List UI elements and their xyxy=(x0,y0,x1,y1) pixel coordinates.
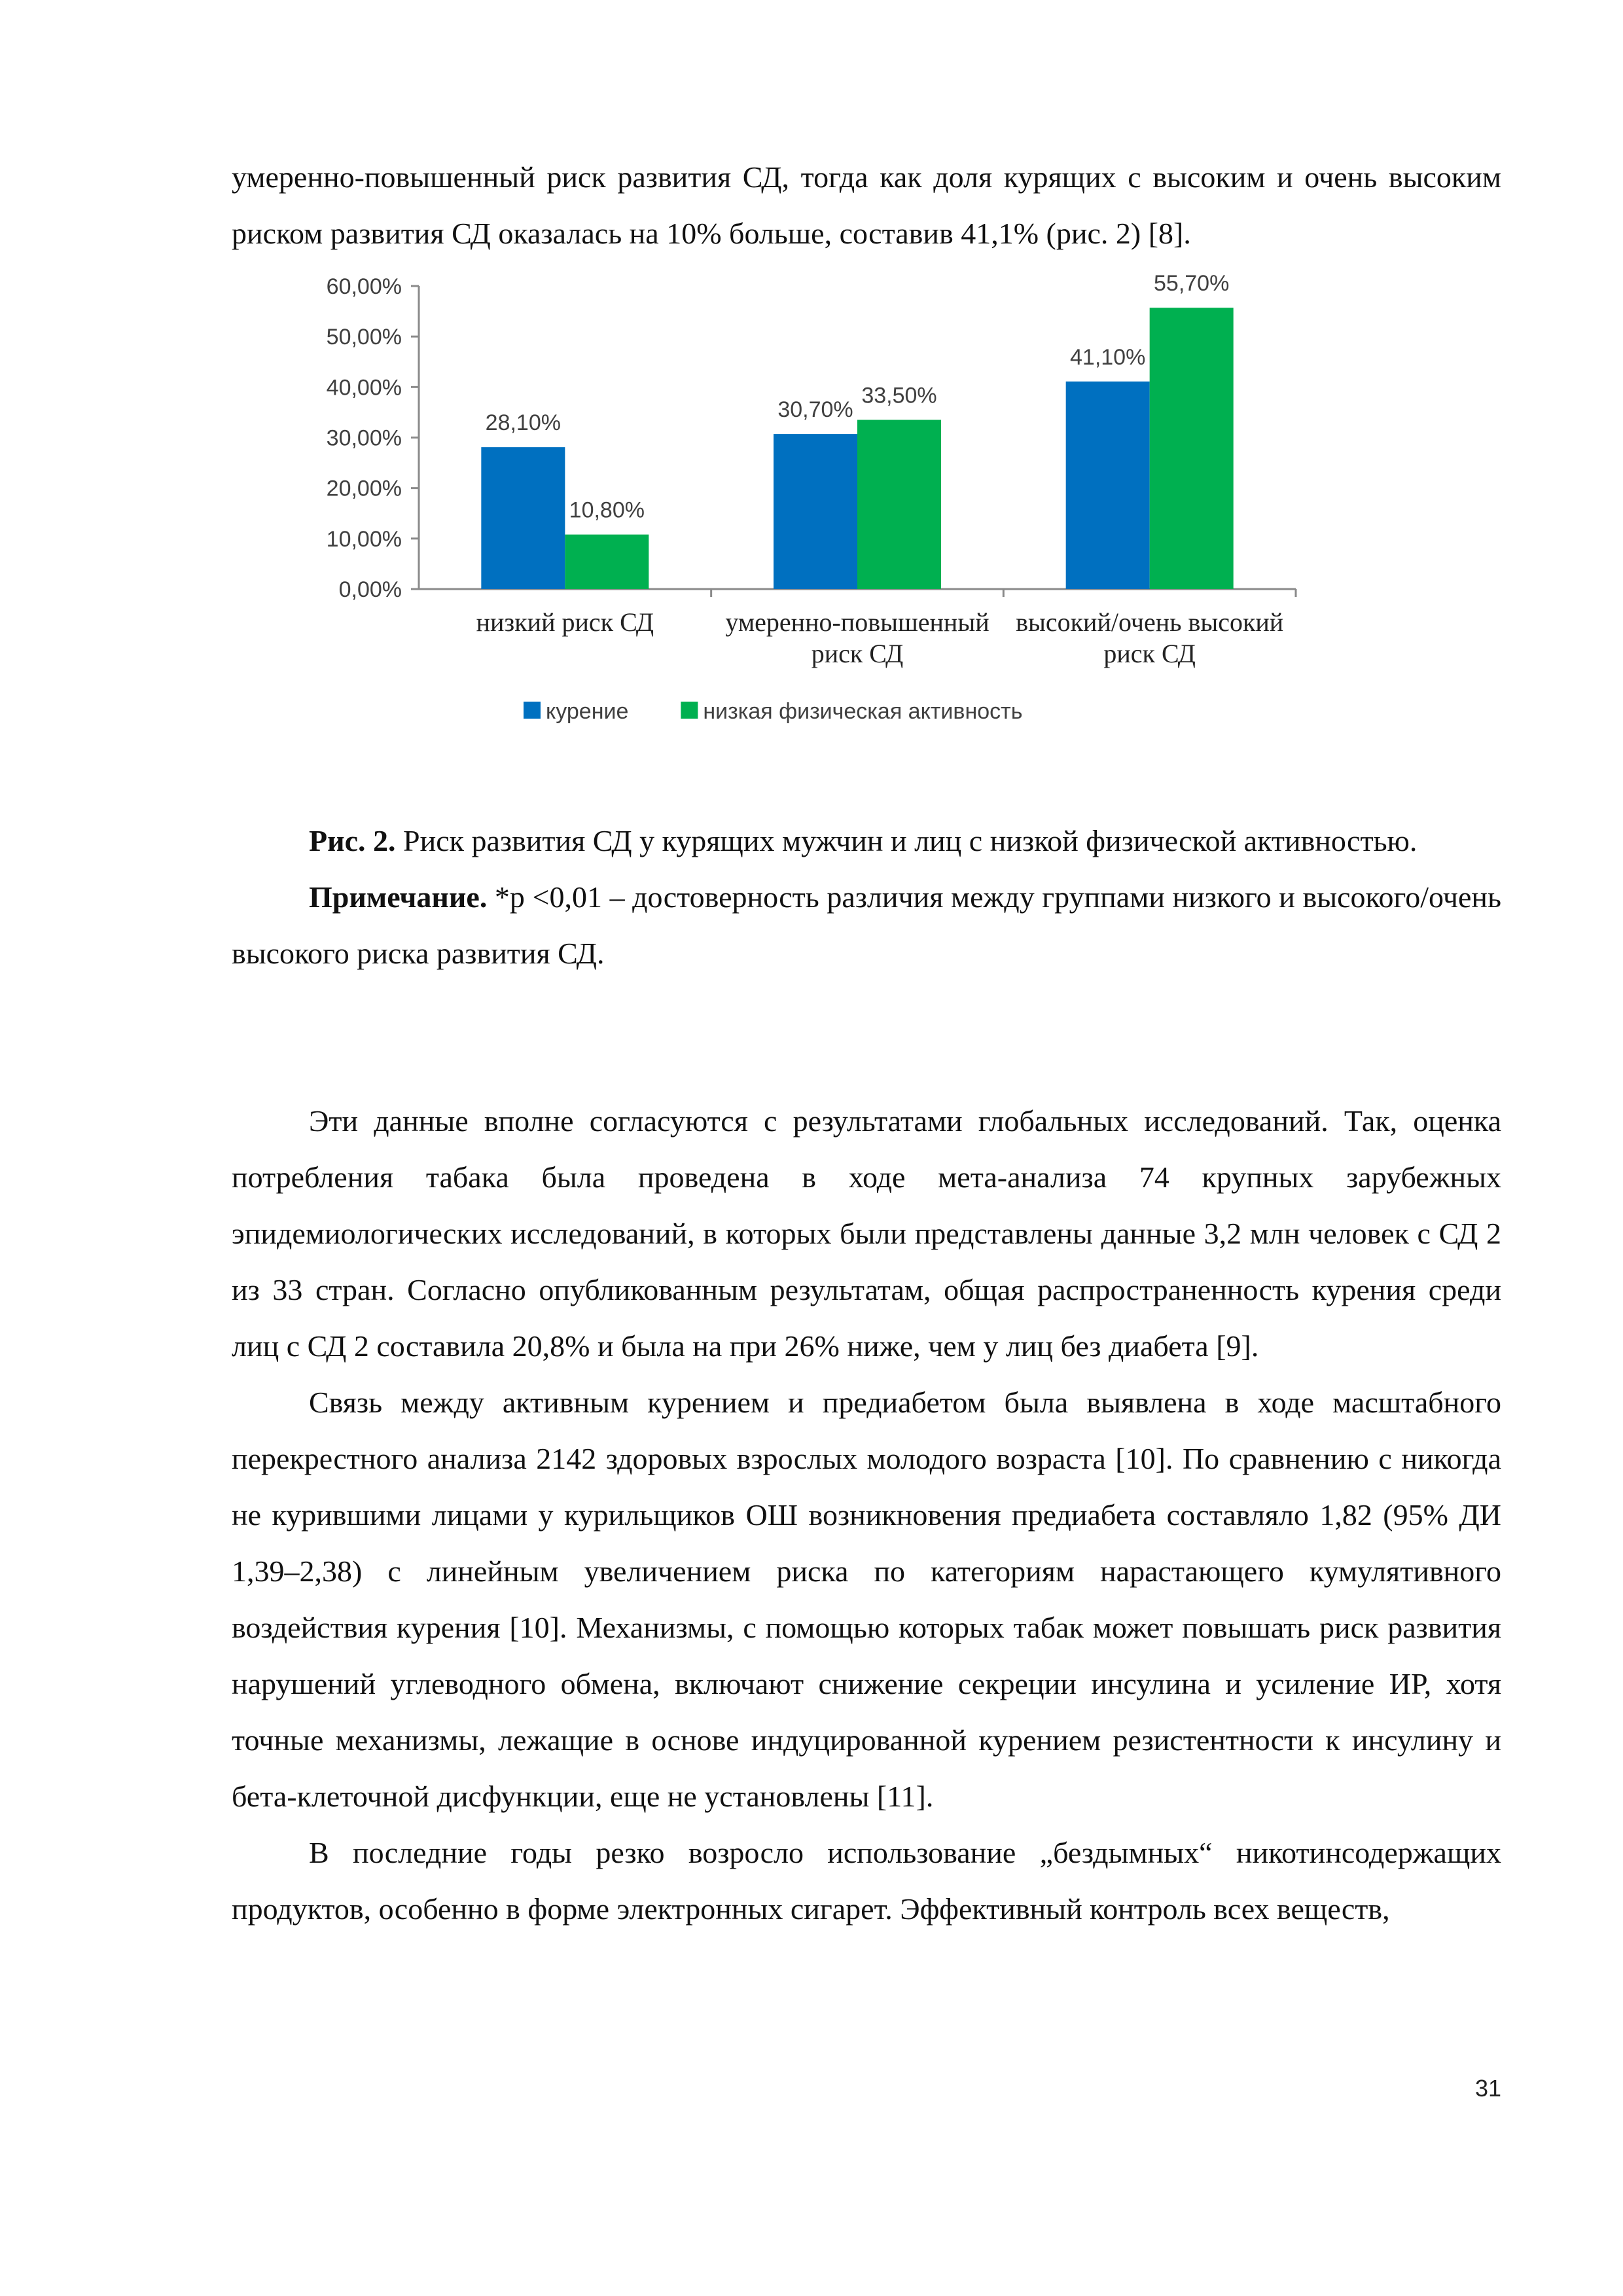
x-tick-label: риск СД xyxy=(1103,639,1196,668)
data-label: 55,70% xyxy=(1154,271,1230,296)
note-label: Примечание. xyxy=(309,880,488,914)
intro-paragraph xyxy=(232,149,1501,262)
legend-label: курение xyxy=(546,699,629,724)
figure-caption xyxy=(232,813,1501,982)
chart-svg xyxy=(288,268,1309,753)
bar-low-activity xyxy=(565,535,649,589)
y-tick-label: 40,00% xyxy=(326,375,402,401)
y-tick-label: 0,00% xyxy=(338,577,402,602)
y-tick-label: 20,00% xyxy=(326,476,402,501)
y-tick-label: 10,00% xyxy=(326,526,402,552)
bar-smoking xyxy=(774,434,857,589)
x-tick-label: риск СД xyxy=(811,639,904,668)
data-label: 33,50% xyxy=(861,383,937,408)
x-tick-label: умеренно-повышенный xyxy=(725,607,990,637)
body-paragraph-3: В последние годы резко возросло использование „бездымных“ никотинсодержащих продуктов, особенно в форме электронных сигарет. Эффективный контроль всех веществ, xyxy=(232,1836,1501,1926)
figure-caption-line xyxy=(232,813,1501,869)
figure-note xyxy=(232,869,1501,982)
legend-swatch xyxy=(524,702,541,719)
data-label: 10,80% xyxy=(569,497,645,523)
note-text: *р <0,01 – достоверность различия между группами низкого и высокого/очень высокого риска развития СД. xyxy=(232,880,1501,970)
body-paragraph-1: Эти данные вполне согласуются с результатами глобальных исследований. Так, оценка потребления табака была проведена в ходе мета-анализа 74 крупных зарубежных эпидемиологических исследований, в которых были представлены данные 3,2 млн человек с СД 2 из 33 стран. Согласно опубликованным результатам, общая распространенность курения среди лиц с СД 2 составила 20,8% и была на при 26% ниже, чем у лиц без диабета [9]. xyxy=(232,1104,1501,1363)
bar-chart xyxy=(288,268,1309,753)
legend-label: низкая физическая активность xyxy=(703,699,1023,724)
chart-legend xyxy=(524,699,1022,724)
y-tick-label: 60,00% xyxy=(326,274,402,299)
bar-low-activity xyxy=(1150,308,1234,589)
page-number: 31 xyxy=(1474,2075,1501,2102)
bar-smoking xyxy=(1066,382,1150,589)
x-tick-label: высокий/очень высокий xyxy=(1016,607,1284,637)
body-text xyxy=(232,1093,1501,1937)
data-label: 30,70% xyxy=(777,397,853,423)
bar-low-activity xyxy=(857,420,941,589)
bar-smoking xyxy=(481,447,565,589)
data-label: 41,10% xyxy=(1070,344,1146,370)
body-paragraph-2: Связь между активным курением и предиабетом была выявлена в ходе масштабного перекрестного анализа 2142 здоровых взрослых молодого возраста [10]. По сравнению с никогда не курившими лицами у курильщиков ОШ возникновения предиабета составляло 1,82 (95% ДИ 1,39–2,38) с линейным увеличением риска по категориям нарастающего кумулятивного воздействия курения [10]. Механизмы, с помощью которых табак может повышать риск развития нарушений углеводного обмена, включают снижение секреции инсулина и усиление ИР, хотя точные механизмы, лежащие в основе индуцированной курением резистентности к инсулину и бета-клеточной дисфункции, еще не установлены [11]. xyxy=(232,1386,1501,1813)
y-tick-label: 30,00% xyxy=(326,425,402,451)
legend-swatch xyxy=(681,702,698,719)
intro-text: умеренно-повышенный риск развития СД, тогда как доля курящих с высоким и очень высоким риском развития СД оказалась на 10% больше, составив 41,1% (рис. 2) [8]. xyxy=(232,160,1501,250)
figure-label: Рис. 2. xyxy=(309,824,396,857)
data-label: 28,10% xyxy=(485,410,561,436)
figure-caption-text: Риск развития СД у курящих мужчин и лиц с низкой физической активностью. xyxy=(395,824,1418,857)
x-tick-label: низкий риск СД xyxy=(476,607,654,637)
y-tick-label: 50,00% xyxy=(326,325,402,350)
